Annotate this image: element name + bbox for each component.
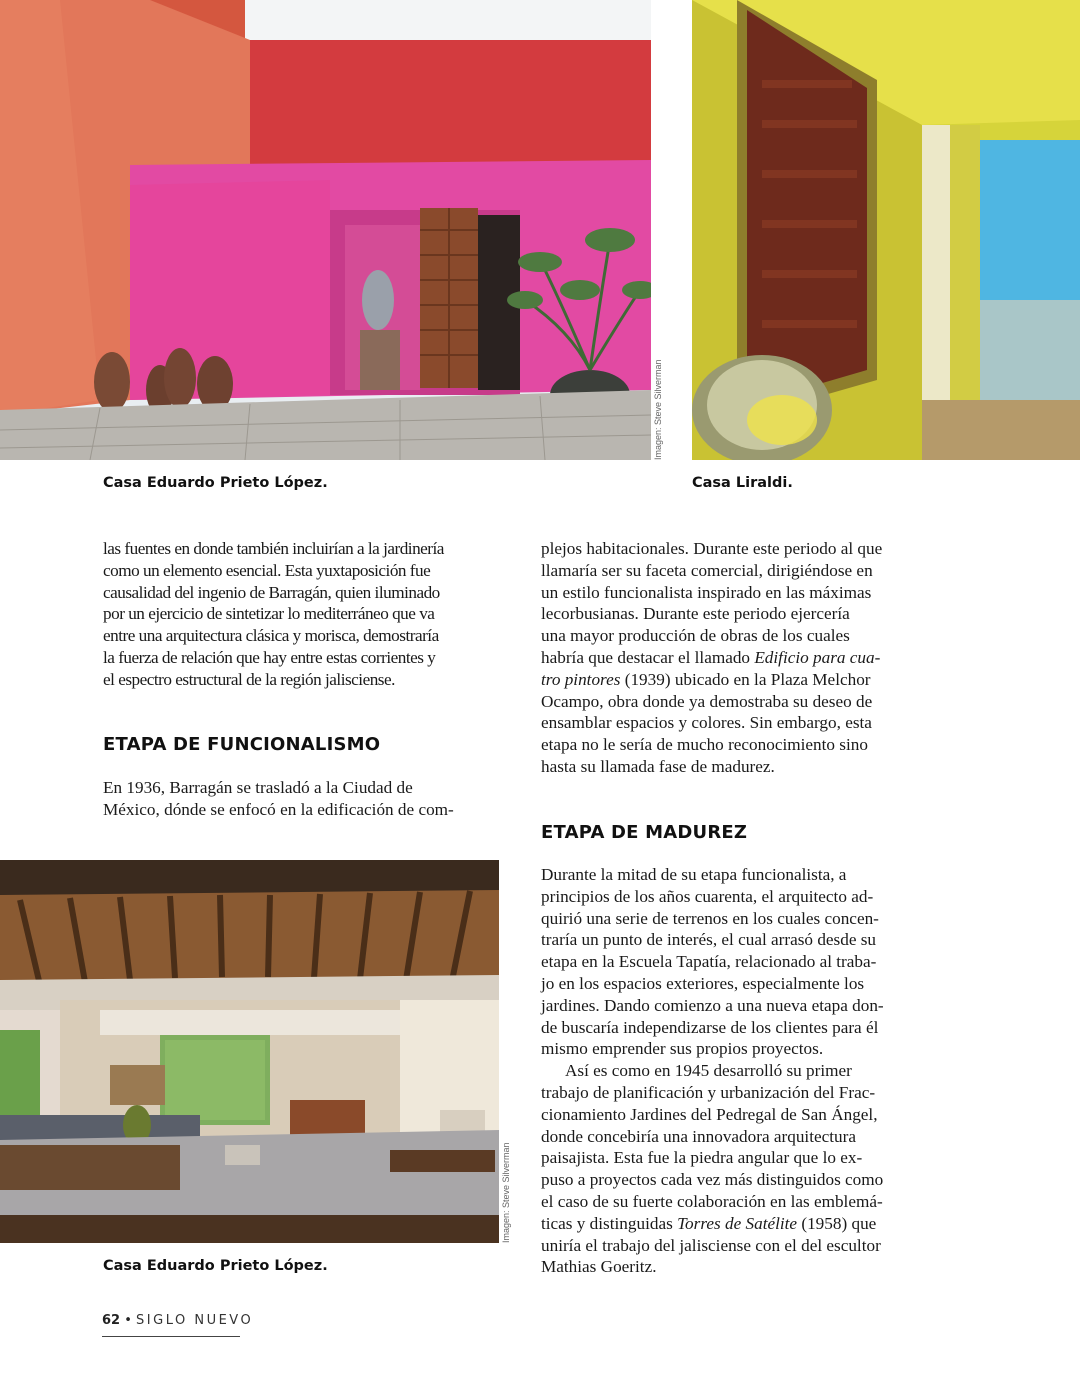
text-line: jo en los espacios exteriores, especialmente los [541, 973, 865, 993]
text-line: paisajista. Esta fue la piedra angular que lo ex- [541, 1148, 863, 1168]
text-line: donde concebiría una innovadora arquitectura [541, 1126, 856, 1146]
text-line: México, dónde se enfocó en la edificación de com- [103, 799, 454, 819]
photo-casa-liraldi [692, 0, 1080, 460]
text-line: entre una arquitectura clásica y morisca, demostraría [103, 626, 439, 646]
section-heading-funcionalismo: ETAPA DE FUNCIONALISMO [103, 734, 381, 755]
work-title-italic: Edificio para cua- [754, 647, 881, 667]
section-heading-madurez: ETAPA DE MADUREZ [541, 822, 748, 843]
photo-caption: Casa Liraldi. [692, 475, 793, 491]
text-span: habría que destacar el llamado [541, 647, 755, 667]
text-line: traría un punto de interés, el cual arrasó desde su [541, 930, 877, 950]
page-footer [102, 1313, 253, 1328]
text-line: uniría el trabajo del jalisciense con el del escultor [541, 1235, 881, 1255]
text-line: En 1936, Barragán se trasladó a la Ciudad de [103, 778, 413, 797]
text-line: el espectro estructural de la región jalisciense. [103, 669, 395, 689]
text-span: (1958) que [797, 1213, 877, 1233]
work-title-italic: tro pintores [541, 669, 621, 689]
text-line: puso a proyectos cada vez más distinguidos como [541, 1170, 884, 1190]
footer-separator: • [124, 1313, 132, 1328]
text-line: principios de los años cuarenta, el arquitecto ad- [541, 886, 874, 906]
right-paragraph-1 [541, 538, 941, 778]
work-title-italic: Torres de Satélite [677, 1213, 798, 1233]
text-line: ensamblar espacios y colores. Sin embargo, esta [541, 713, 872, 733]
photo-casa-prieto-interior [0, 860, 499, 1243]
page-number: 62 [102, 1313, 121, 1328]
text-line: Así es como en 1945 desarrolló su primer [565, 1061, 852, 1081]
left-section-paragraph [103, 777, 503, 821]
photo-casa-prieto-exterior [0, 0, 651, 460]
text-line: Durante la mitad de su etapa funcionalista, a [541, 865, 847, 884]
photo-credit: Imagen: Steve Silverman [501, 1142, 511, 1243]
text-line: una mayor producción de obras de los cuales [541, 626, 850, 646]
text-line: el caso de su fuerte colaboración en las emblemá- [541, 1191, 883, 1211]
photo-caption: Casa Eduardo Prieto López. [103, 475, 328, 491]
text-line: mismo emprender sus propios proyectos. [541, 1039, 824, 1059]
text-line: plejos habitacionales. Durante este periodo al que [541, 539, 883, 558]
text-line: la fuerza de relación que hay entre estas corrientes y [103, 647, 436, 667]
magazine-name: SIGLO NUEVO [136, 1313, 254, 1328]
text-line: Ocampo, obra donde ya demostraba su deseo de [541, 691, 873, 711]
photo-credit: Imagen: Steve Silverman [653, 359, 663, 460]
text-line: etapa en la Escuela Tapatía, relacionado al traba- [541, 952, 877, 972]
text-span: ticas y distinguidas [541, 1213, 678, 1233]
footer-rule [102, 1336, 240, 1337]
text-line: etapa no le sería de mucho reconocimiento sino [541, 735, 868, 755]
text-line: un estilo funcionalista inspirado en las máximas [541, 582, 872, 602]
text-line: como un elemento esencial. Esta yuxtaposición fue [103, 560, 431, 580]
text-line: trabajo de planificación y urbanización del Frac- [541, 1082, 876, 1102]
photo-caption: Casa Eduardo Prieto López. [103, 1258, 328, 1274]
text-line: de buscaría independizarse de los clientes para él [541, 1017, 879, 1037]
text-line [541, 647, 941, 669]
text-line [541, 1213, 941, 1235]
text-line: jardines. Dando comienzo a una nueva etapa don- [541, 995, 884, 1015]
right-paragraph-2 [541, 864, 941, 1278]
text-span: (1939) ubicado en la Plaza Melchor [620, 669, 871, 689]
text-line: causalidad del ingenio de Barragán, quien iluminado [103, 582, 440, 602]
text-line: hasta su llamada fase de madurez. [541, 756, 775, 776]
text-line: quirió una serie de terrenos en los cuales concen- [541, 908, 879, 928]
text-line [541, 669, 941, 691]
left-intro-paragraph [103, 538, 503, 691]
text-line: las fuentes en donde también incluirían a la jardinería [103, 539, 444, 558]
text-line: cionamiento Jardines del Pedregal de San Ángel, [541, 1104, 878, 1124]
text-line: llamaría ser su faceta comercial, dirigiéndose en [541, 560, 873, 580]
text-line: Mathias Goeritz. [541, 1257, 657, 1277]
text-line: lecorbusianas. Durante este periodo ejercería [541, 604, 850, 624]
text-line: por un ejercicio de sintetizar lo mediterráneo que va [103, 604, 435, 624]
